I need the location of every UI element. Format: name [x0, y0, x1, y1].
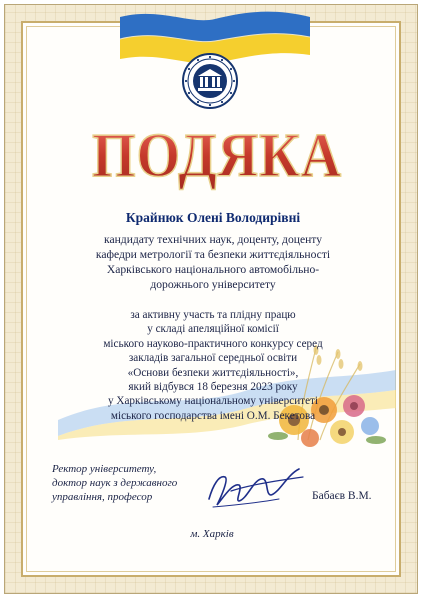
- description-line: Харківського національного автомобільно-: [106, 263, 320, 276]
- signer-title-line: доктор наук з державного: [52, 477, 178, 489]
- handwritten-signature: [195, 455, 313, 517]
- recipient-name: Крайнюк Олені Володирівні: [125, 210, 301, 225]
- signer-title-line: управління, професор: [52, 491, 153, 503]
- award-line: у Харківському національному університеті: [107, 395, 319, 408]
- description-line: дорожнього університету: [150, 278, 276, 291]
- award-line: який відбувся 18 березня 2023 року: [128, 381, 298, 394]
- award-line: у складі апеляційної комісії: [147, 323, 279, 336]
- title-text: ПОДЯКА: [92, 122, 342, 190]
- award-line: «Основи безпеки життєдіяльності»,: [127, 366, 299, 379]
- description-line: кафедри метрології та безпеки життєдіяльності: [95, 248, 331, 261]
- award-line: за активну участь та плідну працю: [130, 309, 296, 321]
- signer-title: [52, 462, 202, 504]
- city: м. Харків: [190, 528, 234, 540]
- description-line: кандидату технічних наук, доценту, доценту: [103, 233, 323, 246]
- award-line: закладів загальної середньої освіти: [128, 352, 298, 365]
- certificate-title: [86, 112, 348, 192]
- signer-name: Бабаєв В.М.: [312, 490, 372, 502]
- award-line: міського господарства імені О.М. Бекетова: [110, 409, 316, 422]
- award-line: міського науково-практичного конкурсу серед: [103, 337, 323, 350]
- award-reason: [30, 308, 396, 423]
- signer-title-line: Ректор університету,: [52, 463, 157, 475]
- recipient-description: [30, 232, 396, 292]
- university-emblem: [181, 52, 239, 110]
